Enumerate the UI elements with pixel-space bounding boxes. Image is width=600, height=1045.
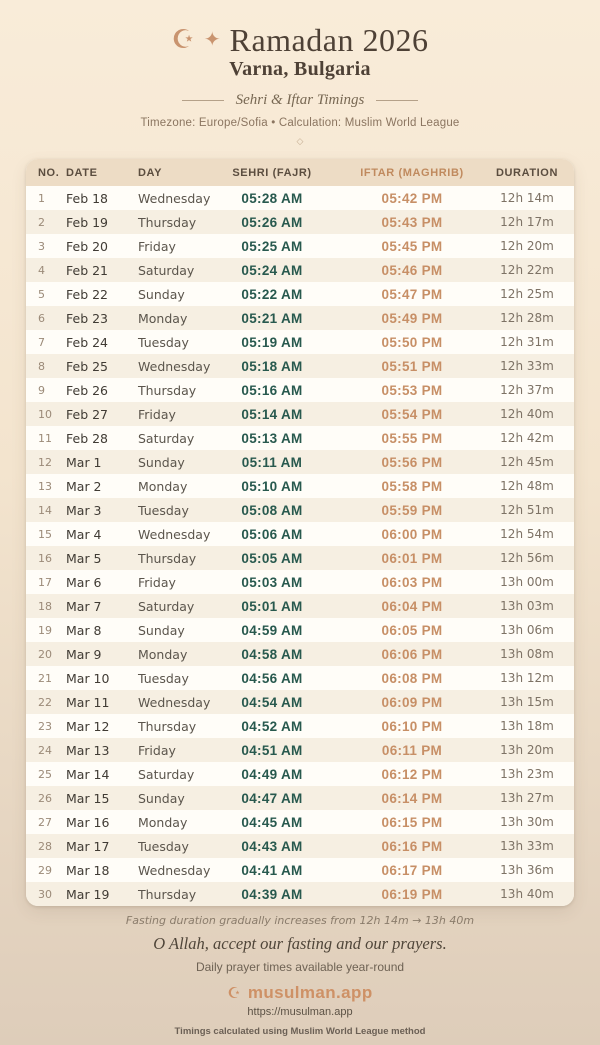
row-iftar-time: 06:12 PM — [381, 766, 443, 782]
row-number: 1 — [38, 191, 45, 205]
row-iftar-time: 06:09 PM — [381, 694, 443, 710]
row-number: 12 — [38, 455, 52, 469]
row-number: 24 — [38, 743, 52, 757]
row-date: Feb 22 — [66, 286, 109, 302]
row-date: Mar 19 — [66, 886, 110, 902]
row-number: 5 — [38, 287, 45, 301]
header — [0, 0, 600, 147]
row-iftar-time: 06:17 PM — [381, 862, 443, 878]
row-date: Mar 6 — [66, 574, 102, 590]
row-iftar-time: 05:58 PM — [381, 478, 443, 494]
row-date: Mar 12 — [66, 718, 110, 734]
tagline-text: Sehri & Iftar Timings — [235, 92, 365, 108]
row-number: 23 — [38, 719, 52, 733]
row-day: Thursday — [138, 886, 197, 902]
row-date: Mar 10 — [66, 670, 110, 686]
row-sehri-time: 05:28 AM — [241, 190, 303, 206]
row-duration: 13h 03m — [500, 599, 554, 613]
table-body — [26, 186, 574, 906]
row-duration: 12h 56m — [500, 551, 554, 565]
row-sehri-time: 05:11 AM — [241, 454, 303, 470]
row-sehri-time: 05:16 AM — [241, 382, 303, 398]
row-sehri-time: 05:14 AM — [241, 406, 303, 422]
row-sehri-time: 05:19 AM — [241, 334, 303, 350]
row-sehri-time: 05:21 AM — [241, 310, 303, 326]
row-duration: 13h 23m — [500, 767, 554, 781]
row-number: 8 — [38, 359, 45, 373]
row-sehri-time: 05:18 AM — [241, 358, 303, 374]
table-row — [26, 882, 574, 906]
table-row — [26, 258, 574, 282]
row-day: Sunday — [138, 454, 185, 470]
row-day: Sunday — [138, 622, 185, 638]
row-duration: 13h 27m — [500, 791, 554, 805]
row-iftar-time: 05:59 PM — [381, 502, 443, 518]
row-date: Mar 7 — [66, 598, 102, 614]
tagline-left-rule — [182, 100, 224, 101]
row-duration: 13h 12m — [500, 671, 554, 685]
column-header-date: DATE — [66, 166, 98, 179]
row-number: 27 — [38, 815, 52, 829]
table-row — [26, 858, 574, 882]
row-sehri-time: 04:51 AM — [241, 742, 303, 758]
row-number: 16 — [38, 551, 52, 565]
row-sehri-time: 04:43 AM — [241, 838, 303, 854]
row-duration: 13h 33m — [500, 839, 554, 853]
row-sehri-time: 04:52 AM — [241, 718, 303, 734]
row-duration: 13h 00m — [500, 575, 554, 589]
table-row — [26, 234, 574, 258]
row-date: Mar 17 — [66, 838, 110, 854]
row-day: Tuesday — [138, 670, 189, 686]
table-row — [26, 834, 574, 858]
table-row — [26, 642, 574, 666]
row-number: 21 — [38, 671, 52, 685]
row-iftar-time: 05:53 PM — [381, 382, 443, 398]
row-iftar-time: 06:14 PM — [381, 790, 443, 806]
row-sehri-time: 04:39 AM — [241, 886, 303, 902]
row-sehri-time: 04:59 AM — [241, 622, 303, 638]
table-row — [26, 474, 574, 498]
brand-url[interactable]: https://musulman.app — [247, 1006, 353, 1018]
row-sehri-time: 04:56 AM — [241, 670, 303, 686]
column-header-sehri: SEHRI (FAJR) — [232, 166, 312, 179]
row-number: 20 — [38, 647, 52, 661]
row-sehri-time: 05:01 AM — [241, 598, 303, 614]
brand-row[interactable] — [0, 983, 600, 1003]
row-number: 10 — [38, 407, 52, 421]
tagline-right-rule — [376, 100, 418, 101]
diamond-divider-icon: ◇ — [296, 136, 304, 146]
row-iftar-time: 05:50 PM — [381, 334, 443, 350]
crescent-star-icon: ☪ — [171, 24, 195, 54]
footer — [0, 914, 600, 1037]
row-sehri-time: 05:24 AM — [241, 262, 303, 278]
row-number: 3 — [38, 239, 45, 253]
row-day: Wednesday — [138, 190, 211, 206]
row-sehri-time: 04:41 AM — [241, 862, 303, 878]
row-iftar-time: 06:05 PM — [381, 622, 443, 638]
row-day: Monday — [138, 478, 188, 494]
row-number: 9 — [38, 383, 45, 397]
row-iftar-time: 06:03 PM — [381, 574, 443, 590]
table-row — [26, 522, 574, 546]
row-duration: 12h 14m — [500, 191, 554, 205]
row-sehri-time: 04:58 AM — [241, 646, 303, 662]
row-sehri-time: 04:54 AM — [241, 694, 303, 710]
row-duration: 12h 28m — [500, 311, 554, 325]
row-number: 30 — [38, 887, 52, 901]
timezone-calculation-meta: Timezone: Europe/Sofia • Calculation: Muslim World League — [140, 117, 460, 129]
row-number: 28 — [38, 839, 52, 853]
row-date: Feb 26 — [66, 382, 109, 398]
row-number: 11 — [38, 431, 52, 445]
row-date: Mar 13 — [66, 742, 110, 758]
row-iftar-time: 06:10 PM — [381, 718, 443, 734]
table-row — [26, 450, 574, 474]
row-duration: 12h 25m — [500, 287, 554, 301]
row-iftar-time: 06:19 PM — [381, 886, 443, 902]
row-day: Thursday — [138, 550, 197, 566]
row-duration: 12h 48m — [500, 479, 554, 493]
row-day: Thursday — [138, 382, 197, 398]
row-sehri-time: 05:08 AM — [241, 502, 303, 518]
row-duration: 12h 37m — [500, 383, 554, 397]
row-date: Mar 4 — [66, 526, 102, 542]
row-number: 17 — [38, 575, 52, 589]
row-duration: 13h 06m — [500, 623, 554, 637]
row-iftar-time: 05:43 PM — [381, 214, 443, 230]
row-day: Wednesday — [138, 694, 211, 710]
fasting-duration-note: Fasting duration gradually increases from 12h 14m → 13h 40m — [125, 914, 475, 927]
page-title: Ramadan 2026 — [229, 21, 429, 58]
row-iftar-time: 05:47 PM — [381, 286, 443, 302]
row-day: Saturday — [138, 430, 195, 446]
row-sehri-time: 04:47 AM — [241, 790, 303, 806]
column-header-day: DAY — [138, 166, 163, 179]
row-day: Monday — [138, 310, 188, 326]
row-sehri-time: 05:22 AM — [241, 286, 303, 302]
row-sehri-time: 04:49 AM — [241, 766, 303, 782]
row-number: 7 — [38, 335, 45, 349]
row-number: 4 — [38, 263, 45, 277]
row-day: Wednesday — [138, 862, 211, 878]
table-row — [26, 282, 574, 306]
row-number: 15 — [38, 527, 52, 541]
table-row — [26, 810, 574, 834]
row-date: Mar 5 — [66, 550, 102, 566]
table-row — [26, 330, 574, 354]
dua-quote: O Allah, accept our fasting and our prayers. — [153, 934, 447, 953]
row-iftar-time: 05:42 PM — [381, 190, 443, 206]
row-number: 2 — [38, 215, 45, 229]
table-row — [26, 498, 574, 522]
table-row — [26, 714, 574, 738]
row-iftar-time: 06:00 PM — [381, 526, 443, 542]
row-date: Feb 25 — [66, 358, 109, 374]
column-header-duration: DURATION — [495, 166, 559, 179]
row-date: Mar 14 — [66, 766, 110, 782]
row-iftar-time: 06:04 PM — [381, 598, 443, 614]
row-iftar-time: 06:16 PM — [381, 838, 443, 854]
calculation-method-note: Timings calculated using Muslim World League method — [174, 1026, 426, 1037]
row-duration: 12h 22m — [500, 263, 554, 277]
row-iftar-time: 05:49 PM — [381, 310, 443, 326]
row-iftar-time: 05:54 PM — [381, 406, 443, 422]
row-date: Feb 21 — [66, 262, 109, 278]
row-day: Thursday — [138, 214, 197, 230]
row-duration: 13h 08m — [500, 647, 554, 661]
row-day: Friday — [138, 574, 176, 590]
row-iftar-time: 05:51 PM — [381, 358, 443, 374]
location-subtitle: Varna, Bulgaria — [229, 58, 371, 80]
table-row — [26, 666, 574, 690]
row-duration: 12h 20m — [500, 239, 554, 253]
row-date: Mar 2 — [66, 478, 102, 494]
row-date: Feb 18 — [66, 190, 109, 206]
row-date: Mar 9 — [66, 646, 102, 662]
title-row — [0, 20, 600, 60]
row-duration: 13h 20m — [500, 743, 554, 757]
row-iftar-time: 06:11 PM — [381, 742, 443, 758]
row-iftar-time: 06:15 PM — [381, 814, 443, 830]
row-date: Mar 3 — [66, 502, 102, 518]
column-header-iftar: IFTAR (MAGHRIB) — [360, 166, 464, 179]
timings-table-card — [26, 159, 574, 906]
table-row — [26, 186, 574, 210]
row-number: 29 — [38, 863, 52, 877]
row-number: 13 — [38, 479, 52, 493]
row-date: Feb 23 — [66, 310, 109, 326]
row-date: Mar 18 — [66, 862, 110, 878]
row-date: Feb 24 — [66, 334, 109, 350]
table-row — [26, 402, 574, 426]
table-row — [26, 546, 574, 570]
row-day: Tuesday — [138, 502, 189, 518]
row-duration: 12h 45m — [500, 455, 554, 469]
table-row — [26, 306, 574, 330]
row-day: Sunday — [138, 286, 185, 302]
table-row — [26, 690, 574, 714]
row-day: Saturday — [138, 262, 195, 278]
row-number: 14 — [38, 503, 52, 517]
table-row — [26, 594, 574, 618]
row-sehri-time: 05:26 AM — [241, 214, 303, 230]
row-sehri-time: 05:06 AM — [241, 526, 303, 542]
table-row — [26, 570, 574, 594]
row-date: Feb 19 — [66, 214, 109, 230]
row-day: Tuesday — [138, 838, 189, 854]
row-number: 25 — [38, 767, 52, 781]
row-date: Mar 15 — [66, 790, 110, 806]
row-duration: 12h 33m — [500, 359, 554, 373]
row-number: 19 — [38, 623, 52, 637]
row-day: Thursday — [138, 718, 197, 734]
row-day: Saturday — [138, 766, 195, 782]
availability-text: Daily prayer times available year-round — [195, 960, 405, 974]
row-day: Friday — [138, 238, 176, 254]
tagline-row — [0, 92, 600, 109]
table-row — [26, 786, 574, 810]
row-duration: 12h 42m — [500, 431, 554, 445]
row-duration: 12h 40m — [500, 407, 554, 421]
row-number: 6 — [38, 311, 45, 325]
row-iftar-time: 06:08 PM — [381, 670, 443, 686]
row-date: Feb 27 — [66, 406, 109, 422]
table-row — [26, 426, 574, 450]
row-day: Monday — [138, 814, 188, 830]
row-sehri-time: 05:05 AM — [241, 550, 303, 566]
row-day: Wednesday — [138, 358, 211, 374]
row-duration: 12h 17m — [500, 215, 554, 229]
row-duration: 12h 51m — [500, 503, 554, 517]
row-date: Mar 11 — [66, 694, 110, 710]
row-sehri-time: 05:25 AM — [241, 238, 303, 254]
table-row — [26, 378, 574, 402]
row-sehri-time: 05:10 AM — [241, 478, 303, 494]
column-header-no: NO. — [38, 166, 60, 179]
sparkle-icon: ✦ — [203, 29, 221, 51]
row-duration: 13h 18m — [500, 719, 554, 733]
row-iftar-time: 05:55 PM — [381, 430, 443, 446]
row-iftar-time: 06:06 PM — [381, 646, 443, 662]
brand-name[interactable]: musulman.app — [247, 983, 373, 1002]
row-number: 18 — [38, 599, 52, 613]
table-row — [26, 738, 574, 762]
row-iftar-time: 06:01 PM — [381, 550, 443, 566]
row-day: Tuesday — [138, 334, 189, 350]
row-sehri-time: 04:45 AM — [241, 814, 303, 830]
row-day: Friday — [138, 406, 176, 422]
table-row — [26, 210, 574, 234]
brand-crescent-icon: ☪ — [227, 984, 241, 1002]
row-date: Feb 28 — [66, 430, 109, 446]
table-row — [26, 618, 574, 642]
row-number: 22 — [38, 695, 52, 709]
row-iftar-time: 05:56 PM — [381, 454, 443, 470]
row-iftar-time: 05:46 PM — [381, 262, 443, 278]
row-duration: 13h 15m — [500, 695, 554, 709]
row-duration: 13h 40m — [500, 887, 554, 901]
table-row — [26, 762, 574, 786]
row-date: Mar 8 — [66, 622, 102, 638]
row-day: Monday — [138, 646, 188, 662]
table-header-row — [26, 159, 574, 186]
table-row — [26, 354, 574, 378]
row-duration: 13h 36m — [500, 863, 554, 877]
row-duration: 12h 54m — [500, 527, 554, 541]
row-date: Feb 20 — [66, 238, 109, 254]
row-date: Mar 1 — [66, 454, 102, 470]
row-number: 26 — [38, 791, 52, 805]
row-duration: 13h 30m — [500, 815, 554, 829]
row-day: Friday — [138, 742, 176, 758]
row-sehri-time: 05:03 AM — [241, 574, 303, 590]
row-sehri-time: 05:13 AM — [241, 430, 303, 446]
row-day: Wednesday — [138, 526, 211, 542]
row-day: Sunday — [138, 790, 185, 806]
row-date: Mar 16 — [66, 814, 110, 830]
row-day: Saturday — [138, 598, 195, 614]
row-iftar-time: 05:45 PM — [381, 238, 443, 254]
row-duration: 12h 31m — [500, 335, 554, 349]
